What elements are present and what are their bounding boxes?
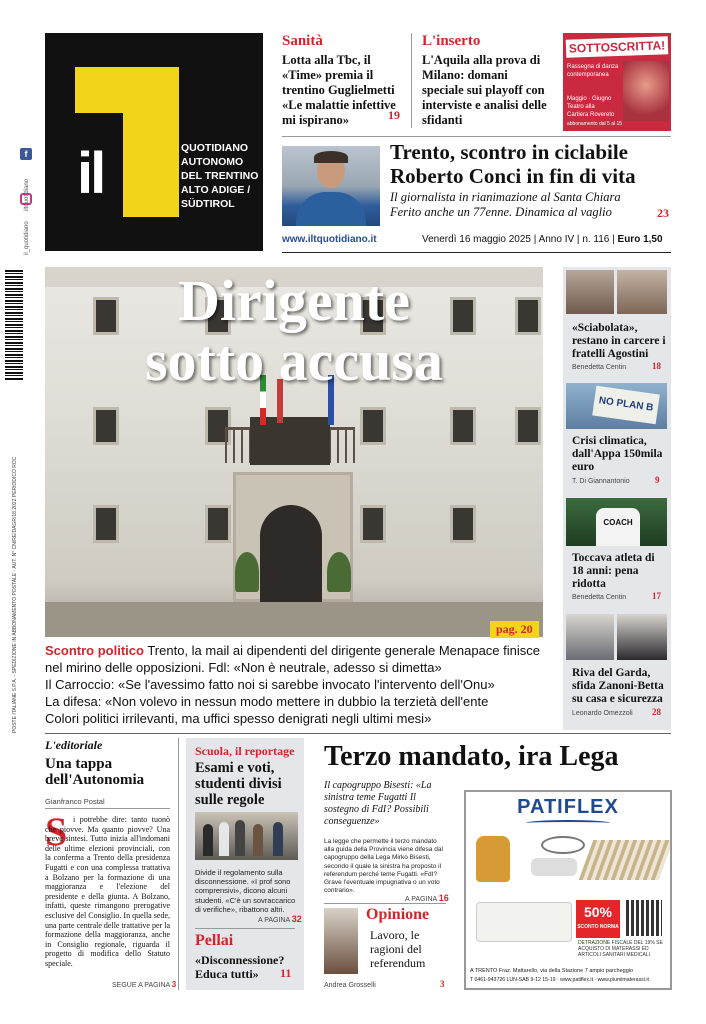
logo-tagline: QUOTIDIANO AUTONOMO DEL TRENTINO ALTO ADIGE / SÜDTIROL — [181, 142, 259, 210]
social-handle-instagram: il_quotidiano — [24, 221, 30, 255]
ad-address: A TRENTO Fraz. Mattarello, via della Stazione 7 ampio parcheggio — [470, 968, 634, 974]
promo-box[interactable] — [563, 33, 671, 131]
lead-text: Trento, la mail ai dipendenti del dirigente generale Menapace finisce nel mirino delle opposizioni. Fdl: «Non è neutrale, adesso si dimetta» — [45, 643, 540, 675]
ad-discount: 50% SCONTO NORMA — [576, 900, 620, 938]
top-story-sub-2: Ferito anche un 77enne. Dinamica al vaglio — [390, 205, 612, 219]
main-lead[interactable] — [45, 642, 555, 676]
sidebar-author-3: Benedetta Centin — [572, 594, 627, 601]
sidebar-headline-2[interactable]: Crisi climatica, dall'Appa 150mila euro — [572, 435, 663, 473]
sanita-page: 19 — [388, 108, 400, 122]
patiflex-ad[interactable] — [464, 790, 672, 990]
top-story-page: 23 — [657, 206, 669, 220]
ad-brand: PATIFLEX — [517, 796, 619, 818]
sidebar-photo-4b — [617, 614, 667, 660]
postal-text: POSTE ITALIANE S.P.A. - SPEDIZIONE IN ABBONAMENTO POSTALE - AUT. N° CN/RE/DAGR/18.2022 PERIODICO ROC — [12, 456, 18, 733]
promo-detail: Maggio · Giugno Teatro alla Cartiera Rovereto — [567, 96, 615, 118]
promo-dancer — [623, 61, 669, 121]
promo-subtitle: Rassegna di danza contemporanea — [567, 64, 619, 78]
lead-kicker: Scontro politico — [45, 643, 144, 658]
sidebar-headline-3[interactable]: Toccava atleta di 18 anni: pena ridotta — [572, 552, 655, 590]
sidebar-headline-4[interactable]: Riva del Garda, sfida Zanoni-Betta su casa e sicurezza — [572, 667, 664, 705]
lead-line-4: Colori politici irrilevanti, ma uffici spesso denigrati negli ultimi mesi» — [45, 711, 432, 726]
website-link[interactable]: www.iltquotidiano.it — [282, 234, 377, 245]
promo-footer: abbonamento dal 5 al 15 — [567, 121, 623, 127]
pellai-title[interactable]: «Disconnessione? Educa tutti» — [195, 953, 285, 981]
opinione-kicker: Opinione — [366, 906, 430, 923]
opinione-page: 3 — [440, 979, 445, 989]
date-text: Venerdì 16 maggio 2025 | Anno IV | n. 116 | — [422, 234, 615, 245]
editoriale-continue[interactable]: SEGUE A PAGINA 3 — [112, 980, 177, 989]
promo-title: SOTTOSCRITTA! — [566, 36, 669, 58]
lega-body: La legge che permette il terzo mandato alla guida della Provincia viene difesa dal capogruppo della Lega Mirko Bisesti, secondo il quale la sinistra ha proposto il referendum perché teme Fugatti. «FdI? Grave l'eventuale impugnativa o un voto contrario». — [324, 838, 443, 895]
logo-text: il — [77, 141, 104, 206]
sanita-headline: Lotta alla Tbc, il «Time» premia il trentino Guglielmetti «Le malattie infettive mi ispirano» — [282, 53, 396, 127]
lega-headline[interactable]: Terzo mandato, ira Lega — [324, 741, 619, 772]
date-line — [422, 234, 663, 245]
masthead-logo[interactable] — [45, 33, 263, 251]
main-title-1: Dirigente — [178, 268, 410, 333]
pellai-page: 11 — [280, 966, 292, 980]
sidebar-page-1: 18 — [652, 361, 661, 371]
editoriale-title[interactable]: Una tappa dell'Autonomia — [45, 756, 145, 788]
top-story-sub-1: Il giornalista in rianimazione al Santa Chiara — [390, 190, 621, 204]
qr-code-icon — [626, 900, 662, 936]
ad-phone: T 0461-943726 LUN-SAB 9-12 15-19 · www.patiflex.it · www.piumimaterassi.it — [470, 977, 649, 983]
editoriale-dropcap: S — [45, 809, 68, 854]
sidebar-photo-4a — [566, 614, 614, 660]
sidebar-author-4: Leonardo Omezzoli — [572, 710, 633, 717]
sidebar-page-4: 28 — [652, 707, 661, 717]
lega-page[interactable]: A PAGINA 16 — [405, 893, 449, 903]
sidebar-page-2: 9 — [655, 475, 660, 485]
ad-fine-print: DETRAZIONE FISCALE DEL 19% SE ACQUISTO DI MATERASSI ED ARTICOLI SANITARI MEDICALI — [578, 940, 663, 958]
inserto-teaser[interactable] — [422, 33, 550, 128]
reportage-photo — [195, 812, 298, 860]
lead-line-3: La difesa: «Non volevo in nessun modo mettere in dubbio la terzietà dell'ente — [45, 694, 489, 709]
sidebar-headline-1[interactable]: «Sciabolata», restano in carcere i fratelli Agostini — [572, 322, 666, 360]
sidebar-author-2: T. Di Giannantonio — [572, 478, 630, 485]
main-title-2: sotto accusa — [144, 328, 443, 393]
social-handle-facebook: iltquotidiano — [24, 178, 30, 211]
inserto-headline: L'Aquila alla prova di Milano: domani speciale sui playoff con interviste e analisi delle sfidanti — [422, 53, 547, 127]
price: Euro 1,50 — [617, 234, 663, 245]
sanita-kicker: Sanità — [282, 33, 323, 49]
opinione-photo — [324, 908, 358, 974]
sidebar-shirt-text: COACH — [603, 518, 633, 527]
sidebar-sign: NO PLAN B — [592, 386, 660, 425]
page-tag: pag. 20 — [490, 621, 539, 638]
facebook-icon[interactable]: f — [20, 148, 32, 160]
editoriale-body: i potrebbe dire: tanto tuonò che piovve. Ma quanto piovve? Una breve sintesi. Tutto inizia all'indomani delle ultime elezioni provinciali, con la conferma a Trento della presidenza Fugatti e con una complessa trattativa a Bolzano per la formazione di una maggioranza e l'elezione del presidente e della giunta. A Bolzano, infatti, queste rimangono prerogative esclusive del Consiglio. In quella sede, una parte centrale delle trattative per la formazione della maggioranza, anche in Consiglio regionale, riguarda il progetto di modifica dello Statuto speciale. — [45, 815, 170, 968]
opinione-author: Andrea Grosselli — [324, 982, 376, 989]
top-story-headline-1: Trento, scontro in ciclabile — [390, 140, 628, 164]
sidebar-page-3: 17 — [652, 591, 661, 601]
reportage-title[interactable]: Esami e voti, studenti divisi sulle regole — [195, 760, 282, 808]
conci-photo — [282, 146, 380, 226]
top-story[interactable] — [390, 140, 680, 220]
opinione-title[interactable]: Lavoro, le ragioni del referendum — [370, 928, 426, 970]
reportage-body: Divide il regolamento sulla disconnessione. «I prof sono comprensivi», dicono alcuni studenti. «C'è un sovraccarico di verifiche», ribattono altri. — [195, 868, 296, 914]
reportage-kicker: Scuola, il reportage — [195, 744, 295, 758]
reportage-page[interactable]: A PAGINA 32 — [258, 914, 302, 924]
logo-yellow-stem — [123, 67, 179, 217]
top-story-headline-2: Roberto Conci in fin di vita — [390, 164, 636, 188]
sidebar-photo-1a — [566, 270, 614, 314]
editoriale-author: Gianfranco Postal — [45, 797, 105, 806]
sidebar-shirt — [596, 508, 640, 546]
lead-line-2: Il Carroccio: «Se l'avessimo fatto noi si sarebbe invocato l'intervento dell'Onu» — [45, 677, 495, 692]
sidebar-author-1: Benedetta Centin — [572, 364, 627, 371]
sanita-teaser[interactable] — [282, 33, 400, 128]
editoriale-kicker: L'editoriale — [45, 738, 103, 752]
sidebar-photo-1b — [617, 270, 667, 314]
lega-sub: Il capogruppo Bisesti: «La sinistra teme Fugatti Il sostegno di FdI? Possibili conseguenze» — [324, 780, 432, 827]
inserto-kicker: L'inserto — [422, 33, 481, 49]
pellai-kicker: Pellai — [195, 932, 234, 949]
